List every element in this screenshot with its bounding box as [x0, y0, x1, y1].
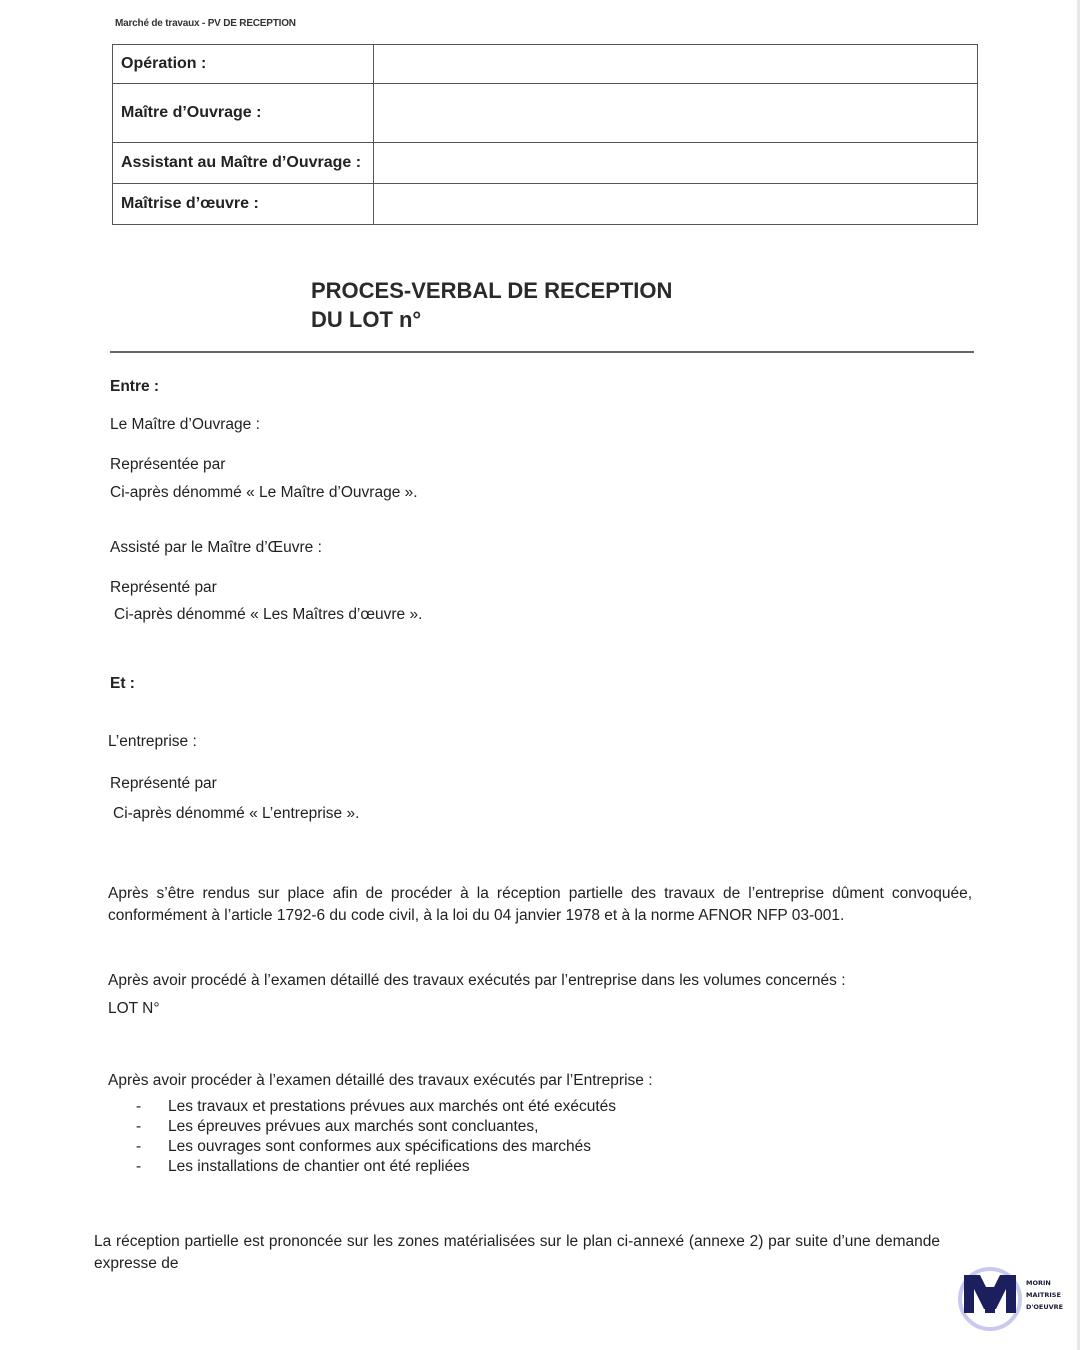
list-item-text: Les travaux et prestations prévues aux marchés ont été exécutés [168, 1098, 617, 1115]
list-item [136, 1097, 616, 1117]
list-item [136, 1137, 616, 1157]
paragraph-partial-reception: La réception partielle est prononcée sur les zones matérialisées sur le plan ci-annexé (annexe 2) par suite d’une demande expresse de [94, 1233, 940, 1272]
list-item [136, 1157, 616, 1177]
named-maitre-ouvrage: Ci-après dénommé « Le Maître d’Ouvrage ». [110, 484, 418, 501]
header-note: Marché de travaux - PV DE RECEPTION [115, 18, 296, 29]
maitrise-oeuvre-label: Maîtrise d’œuvre : [113, 184, 374, 225]
represented-by-2: Représenté par [110, 579, 217, 596]
logo-line-3: D'OEUVRE [1026, 1303, 1064, 1311]
maitrise-oeuvre-value [374, 184, 978, 225]
et-label: Et : [110, 675, 135, 692]
paragraph-examination-entreprise: Après avoir procéder à l’examen détaillé des travaux exécutés par l’Entreprise : [108, 1072, 653, 1089]
list-item [136, 1117, 616, 1137]
maitre-ouvrage-party-label: Le Maître d’Ouvrage : [110, 416, 260, 433]
title-line-2: DU LOT n° [311, 307, 422, 332]
table-row [113, 45, 978, 84]
logo-text [1026, 1277, 1063, 1313]
maitre-ouvrage-value [374, 84, 978, 143]
table-row [113, 84, 978, 143]
named-maitres-oeuvre: Ci-après dénommé « Les Maîtres d’œuvre ». [114, 606, 423, 623]
logo-line-1: MORIN [1026, 1279, 1051, 1287]
represented-by-1: Représentée par [110, 456, 226, 473]
logo-mark-icon [958, 1265, 1026, 1333]
title-divider [110, 351, 974, 353]
bullet-dash: - [136, 1138, 142, 1155]
entre-label: Entre : [110, 378, 160, 395]
logo-line-2: MAITRISE [1026, 1291, 1061, 1299]
entreprise-label: L’entreprise : [108, 733, 197, 750]
title-line-1: PROCES-VERBAL DE RECEPTION [311, 278, 673, 303]
list-item-text: Les installations de chantier ont été repliées [168, 1158, 470, 1175]
paragraph-site-visit: Après s’être rendus sur place afin de procéder à la réception partielle des travaux de l’entreprise dûment convoquée, conformément à l’article 1792-6 du code civil, à la loi du 04 janvier 1978 et à la norme AFNOR NFP 03-001. [108, 885, 972, 924]
company-logo [958, 1265, 1068, 1333]
document-title [311, 276, 672, 334]
list-item-text: Les épreuves prévues aux marchés sont concluantes, [168, 1118, 539, 1135]
list-item-text: Les ouvrages sont conformes aux spécifications des marchés [168, 1138, 592, 1155]
operation-label: Opération : [113, 45, 374, 84]
assistant-value [374, 143, 978, 184]
maitre-ouvrage-label: Maître d’Ouvrage : [113, 84, 374, 143]
conditions-list [136, 1097, 616, 1177]
paragraph-examination: Après avoir procédé à l’examen détaillé des travaux exécutés par l’entreprise dans les volumes concernés : [108, 972, 846, 989]
assisted-by-label: Assisté par le Maître d’Œuvre : [110, 539, 322, 556]
named-entreprise: Ci-après dénommé « L’entreprise ». [113, 805, 360, 822]
table-row [113, 184, 978, 225]
bullet-dash: - [136, 1158, 142, 1175]
assistant-label: Assistant au Maître d’Ouvrage : [113, 143, 374, 184]
table-row [113, 143, 978, 184]
bullet-dash: - [136, 1098, 142, 1115]
lot-reference: LOT N° [108, 1000, 160, 1017]
operation-value [374, 45, 978, 84]
info-table [112, 44, 978, 225]
bullet-dash: - [136, 1118, 142, 1135]
represented-by-3: Représenté par [110, 775, 217, 792]
